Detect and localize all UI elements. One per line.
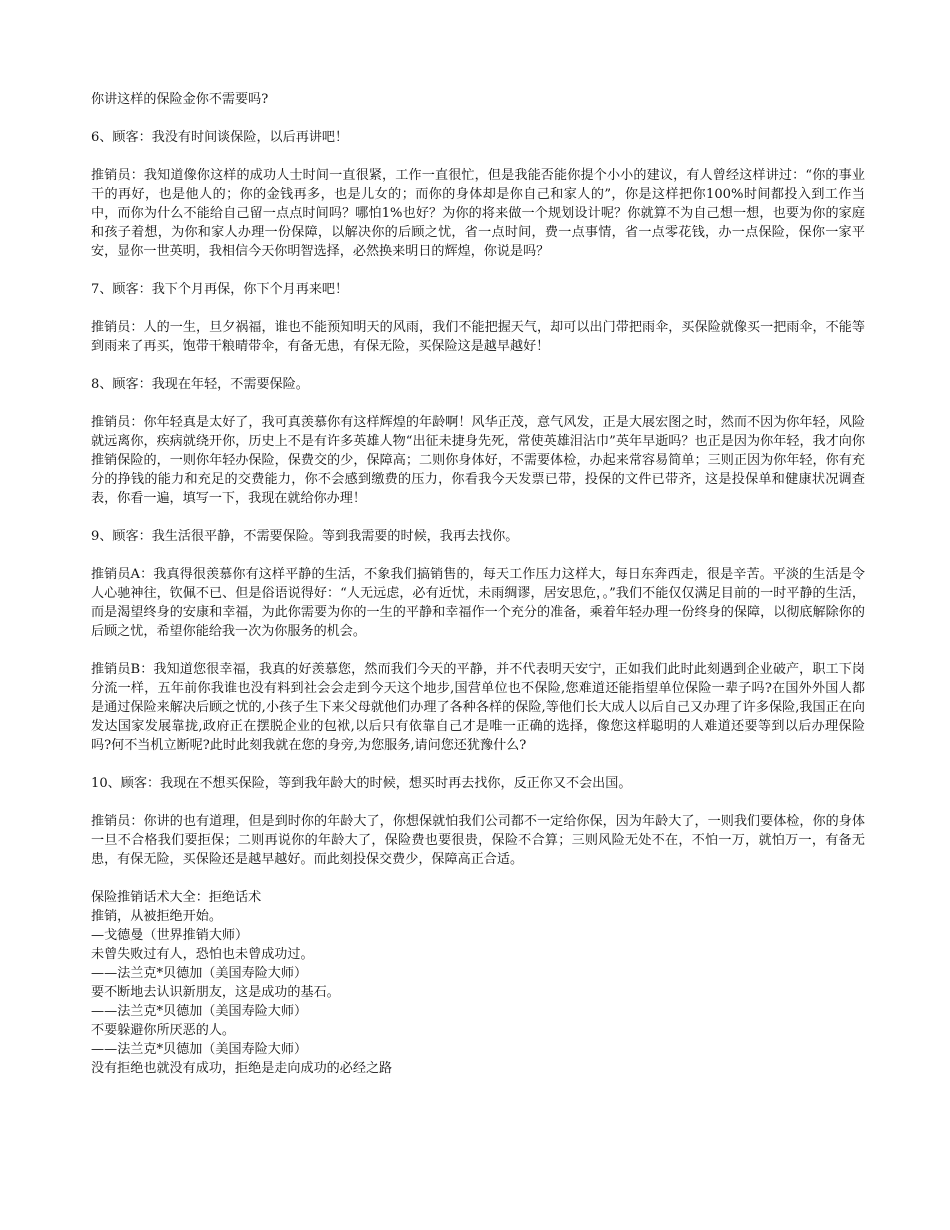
objection-6-heading: 6、顾客：我没有时间谈保险，以后再讲吧！ xyxy=(91,130,349,145)
document-body xyxy=(91,90,865,1078)
paragraph-intro-line: 你讲这样的保险金你不需要吗? xyxy=(91,92,269,107)
quote-line: 没有拒绝也就没有成功，拒绝是走向成功的必经之路 xyxy=(91,1061,393,1076)
response-10-paragraph: 推销员：你讲的也有道理，但是到时你的年龄大了，你想保就怕我们公司都不一定给你保，因为年龄大了，一则我们要体检，你的身体一旦不合格我们要拒保；二则再说你的年龄大了，保险费也要很贵，保险不合算；三则风险无处不在，不怕一万，就怕万一，有备无患，有保无险，买保险还是越早越好。而此刻投保交费少，保障高正合适。 xyxy=(91,814,865,867)
objection-9-heading: 9、顾客：我生活很平静，不需要保险。等到我需要的时候，我再去找你。 xyxy=(91,529,519,544)
section-title: 保险推销话术大全：拒绝话术 xyxy=(91,890,262,905)
response-9b-paragraph: 推销员B：我知道您很幸福，我真的好羡慕您，然而我们今天的平静，并不代表明天安宁，正如我们此时此刻遇到企业破产，职工下岗分流一样，五年前你我谁也没有料到社会会走到今天这个地步,国营单位也不保险,您难道还能指望单位保险一辈子吗?在国外外国人都是通过保险来解决后顾之忧的,小孩子生下来父母就他们办理了各种各样的保险,等他们长大成人以后自己又办理了许多保险,我国正在向发达国家发展靠拢,政府正在摆脱企业的包袱,以后只有依靠自己才是唯一正确的选择，像您这样聪明的人难道还要等到以后办理保险吗?何不当机立断呢?此时此刻我就在您的身旁,为您服务,请问您还犹豫什么? xyxy=(91,662,865,753)
quote-line: 推销，从被拒绝开始。 xyxy=(91,909,222,924)
objection-10-heading: 10、顾客：我现在不想买保险，等到我年龄大的时候，想买时再去找你，反正你又不会出国。 xyxy=(91,776,632,791)
response-6-paragraph: 推销员：我知道像你这样的成功人士时间一直很紧，工作一直很忙，但是我能否能你提个小小的建议，有人曾经这样讲过：“你的事业干的再好，也是他人的；你的金钱再多，也是儿女的；而你的身体却是你自己和家人的”，你是这样把你100%时间都投入到工作当中，而你为什么不能给自己留一点点时间吗？哪怕1%也好？为你的将来做一个规划设计呢？你就算不为自己想一想，也要为你的家庭和孩子着想，为你和家人办理一份保障，以解决你的后顾之忧，省一点时间，费一点事情，省一点零花钱，办一点保险，保你一家平安，显你一世英明，我相信今天你明智选择，必然换来明日的辉煌，你说是吗？ xyxy=(91,168,865,259)
quote-line: 不要躲避你所厌恶的人。 xyxy=(91,1023,236,1038)
response-7-paragraph: 推销员：人的一生，旦夕祸福，谁也不能预知明天的风雨，我们不能把握天气，却可以出门带把雨伞，买保险就像买一把雨伞，不能等到雨来了再买，饱带干粮晴带伞，有备无患，有保无险，买保险这是越早越好！ xyxy=(91,320,865,354)
quote-line: 未曾失败过有人，恐怕也未曾成功过。 xyxy=(91,947,314,962)
quotes-section xyxy=(91,888,865,1078)
objection-8-heading: 8、顾客：我现在年轻，不需要保险。 xyxy=(91,377,309,392)
quote-line: 要不断地去认识新朋友，这是成功的基石。 xyxy=(91,985,340,1000)
quote-attribution: ——法兰克*贝德加（美国寿险大师） xyxy=(91,966,308,981)
response-8-paragraph: 推销员：你年轻真是太好了，我可真羡慕你有这样辉煌的年龄啊！风华正茂，意气风发，正是大展宏图之时，然而不因为你年轻，风险就远离你，疾病就绕开你，历史上不是有许多英雄人物“出征未捷身先死，常使英雄泪沾巾”英年早逝吗？也正是因为你年轻，我才向你推销保险的，一则你年轻办保险，保费交的少，保障高；二则你身体好，不需要体检，办起来常容易简单；三则正因为你年轻，你有充分的挣钱的能力和充足的交费能力，你不会感到缴费的压力，你看我今天发票已带，投保的文件已带齐，这是投保单和健康状况调查表，你看一遍，填写一下，我现在就给你办理！ xyxy=(91,415,865,506)
quote-attribution: —戈德曼（世界推销大师） xyxy=(91,928,249,943)
objection-7-heading: 7、顾客：我下个月再保，你下个月再来吧！ xyxy=(91,282,349,297)
quote-attribution: ——法兰克*贝德加（美国寿险大师） xyxy=(91,1004,308,1019)
response-9a-paragraph: 推销员A：我真得很羡慕你有这样平静的生活，不象我们搞销售的，每天工作压力这样大，每日东奔西走，很是辛苦。平淡的生活是令人心驰神往，钦佩不已、但是俗语说得好：“人无远虑，必有近忧，未雨绸谬，居安思危，。”我们不能仅仅满足目前的一时平静的生活，而是渴望终身的安康和幸福，为此你需要为你的一生的平静和幸福作一个充分的准备，乘着年轻办理一份终身的保障，以彻底解除你的后顾之忧，希望你能给我一次为你服务的机会。 xyxy=(91,567,865,639)
quote-attribution: ——法兰克*贝德加（美国寿险大师） xyxy=(91,1042,308,1057)
